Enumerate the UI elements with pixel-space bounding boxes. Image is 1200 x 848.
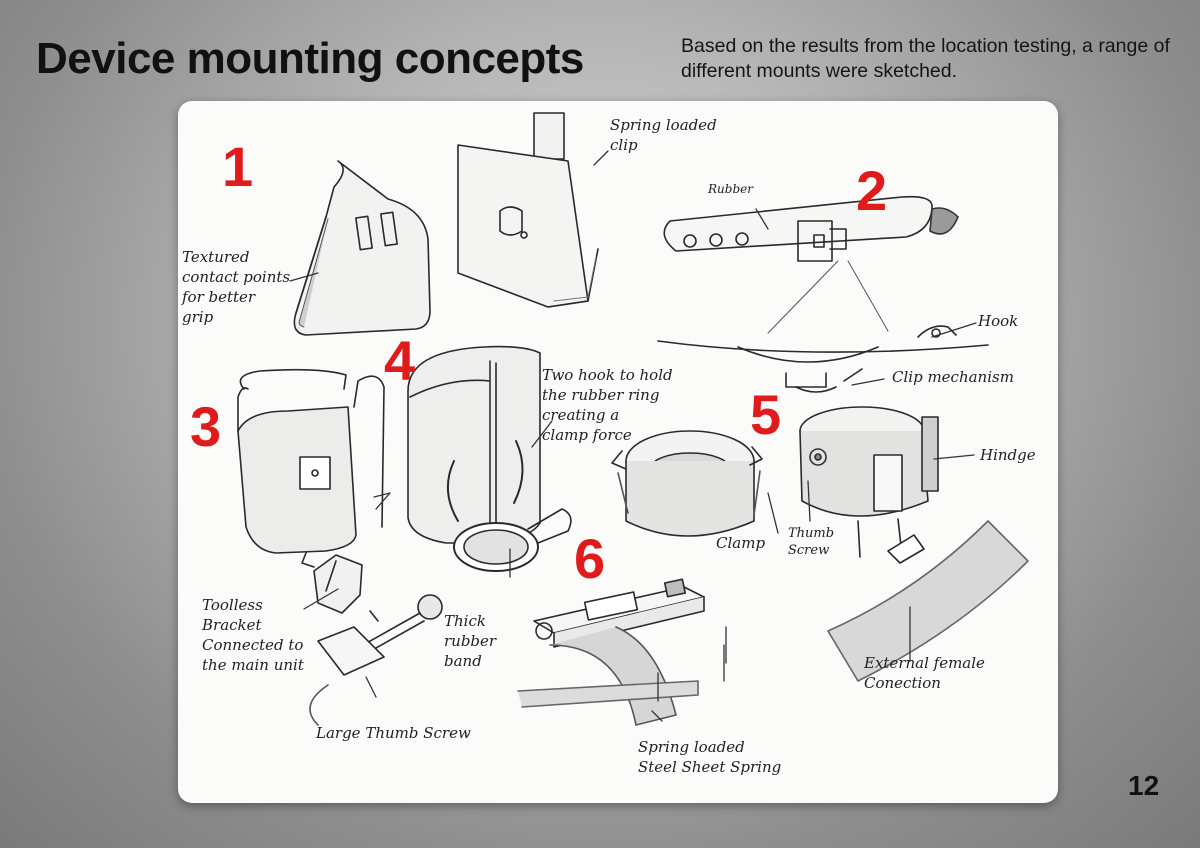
page-title: Device mounting concepts (36, 34, 584, 83)
sketch-concept-5-clamp (612, 431, 762, 536)
note-textured: Textured contact points for better grip (182, 248, 291, 326)
note-external-connection: External female Conection (864, 654, 985, 692)
sketch-concept-1-right (458, 113, 598, 307)
sketch-bracket-and-screw (302, 553, 442, 725)
page-subtitle: Based on the results from the location testing, a range of different mounts were sketched. (681, 35, 1170, 82)
concept-number-2: 2 (856, 159, 888, 222)
concept-number-1: 1 (222, 135, 254, 198)
note-toolless-bracket: Toolless Bracket Connected to the main unit (202, 596, 304, 674)
note-thumb-screw: Thumb Screw (788, 526, 835, 558)
note-clip-mechanism: Clip mechanism (892, 368, 1014, 386)
note-hook: Hook (978, 312, 1019, 330)
note-hindge: Hindge (980, 446, 1036, 464)
concept-number-5: 5 (750, 383, 782, 446)
sketch-concept-6 (518, 579, 704, 725)
note-clamp: Clamp (716, 534, 766, 552)
sketch-sheet (178, 101, 1058, 803)
sketch-concept-3 (238, 370, 384, 553)
sketch-concept-1-left (294, 161, 430, 335)
page-number: 12 (1128, 770, 1160, 801)
concept-number-6: 6 (574, 527, 606, 590)
note-large-thumb-screw: Large Thumb Screw (316, 724, 471, 742)
note-steel-sheet-spring: Spring loaded Steel Sheet Spring (638, 738, 782, 776)
note-rubber: Rubber (708, 182, 753, 196)
note-spring-clip: Spring loaded clip (610, 116, 717, 154)
note-two-hook: Two hook to hold the rubber ring creating a clamp force (542, 366, 673, 444)
concept-number-3: 3 (190, 395, 222, 458)
sketch-concept-2 (658, 197, 988, 392)
sketch-drawings (178, 101, 1058, 803)
concept-number-4: 4 (384, 329, 416, 392)
note-thick-band: Thick rubber band (444, 612, 497, 670)
